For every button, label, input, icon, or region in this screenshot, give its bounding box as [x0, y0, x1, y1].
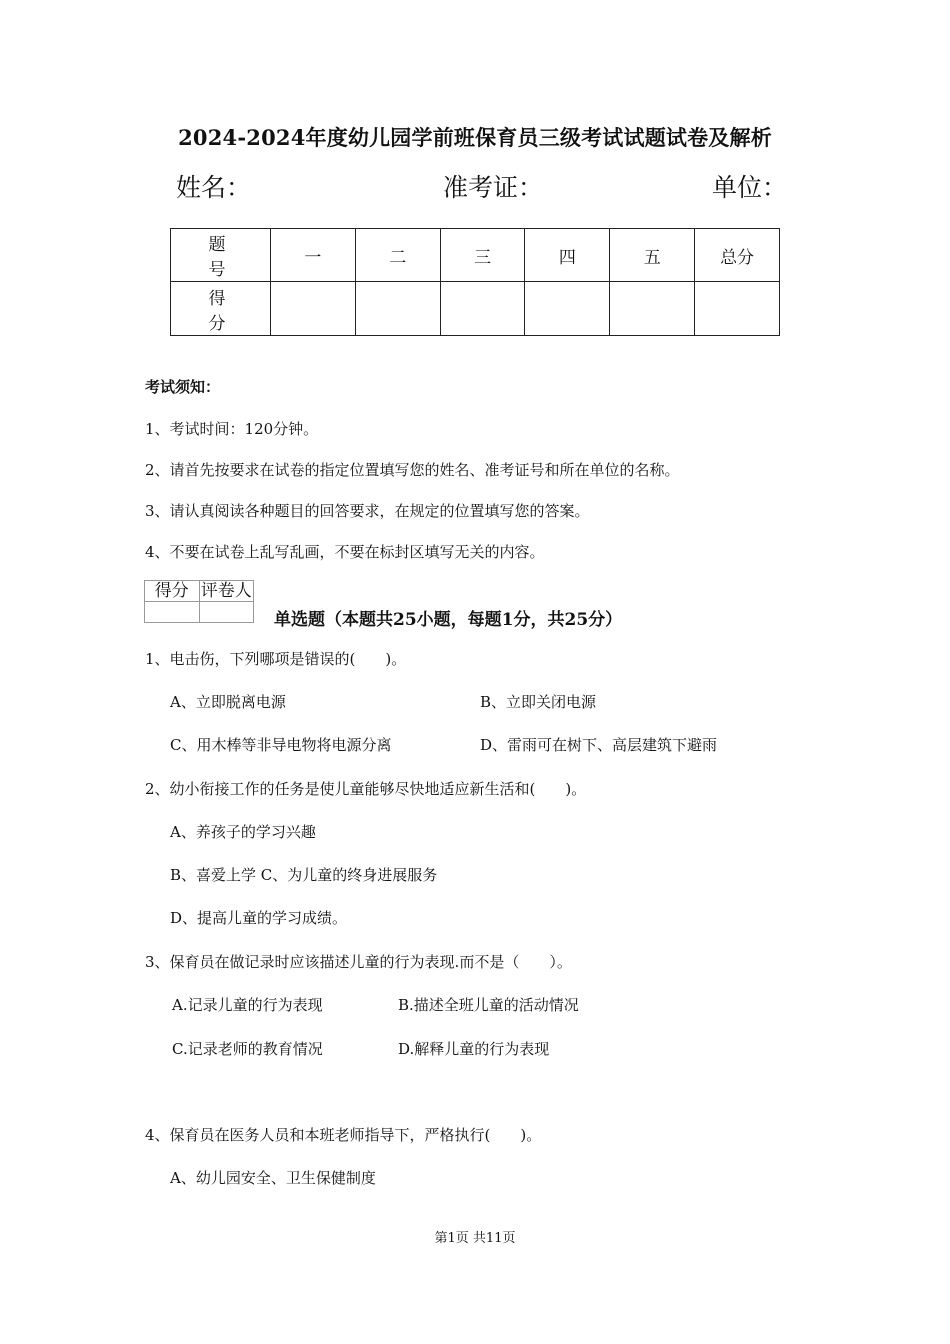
grader-score-cell [145, 602, 200, 623]
question-2-stem: 2、幼小衔接工作的任务是使儿童能够尽快地适应新生活和( )。 [145, 780, 587, 798]
grader-box [144, 580, 254, 623]
question-2-option-a: A、养孩子的学习兴趣 [170, 823, 316, 841]
question-1-option-b: B、立即关闭电源 [480, 693, 597, 711]
score-cell-total [695, 282, 780, 336]
unit-field-label: 单位： [712, 173, 788, 202]
question-2-option-b: B、喜爱上学 C、为儿童的终身进展服务 [170, 866, 438, 884]
question-1-option-d: D、雷雨可在树下、高层建筑下避雨 [480, 736, 718, 754]
score-table [170, 228, 780, 336]
section-title: 单选题（本题共25小题，每题1分，共25分） [274, 610, 623, 630]
notice-heading: 考试须知： [145, 378, 221, 396]
grader-reviewer-cell [199, 602, 254, 623]
name-field-label: 姓名： [176, 173, 252, 202]
score-cell-4 [525, 282, 610, 336]
question-1-stem: 1、电击伤，下列哪项是错误的( )。 [145, 650, 407, 668]
score-cell-2 [355, 282, 440, 336]
question-3-option-d: D.解释儿童的行为表现 [398, 1040, 550, 1058]
score-header-section-4: 四 [525, 229, 610, 282]
score-header-section-5: 五 [610, 229, 695, 282]
grader-score-label: 得分 [145, 581, 200, 602]
question-1-option-a: A、立即脱离电源 [170, 693, 286, 711]
notice-item-1: 1、考试时间：120分钟。 [145, 420, 319, 438]
score-header-question-number: 题 号 [171, 229, 271, 282]
score-table-header-row [171, 229, 780, 282]
score-header-section-2: 二 [355, 229, 440, 282]
question-4-stem: 4、保育员在医务人员和本班老师指导下，严格执行( )。 [145, 1126, 542, 1144]
score-header-total: 总分 [695, 229, 780, 282]
question-4-option-a: A、幼儿园安全、卫生保健制度 [170, 1169, 376, 1187]
notice-item-3: 3、请认真阅读各种题目的回答要求，在规定的位置填写您的答案。 [145, 502, 590, 520]
score-header-section-3: 三 [440, 229, 525, 282]
question-1-option-c: C、用木棒等非导电物将电源分离 [170, 736, 392, 754]
score-cell-1 [271, 282, 356, 336]
question-3-option-a: A.记录儿童的行为表现 [172, 996, 323, 1014]
question-3-stem: 3、保育员在做记录时应该描述儿童的行为表现.而不是（ ）。 [145, 953, 572, 971]
score-header-section-1: 一 [271, 229, 356, 282]
notice-item-2: 2、请首先按要求在试卷的指定位置填写您的姓名、准考证号和所在单位的名称。 [145, 461, 680, 479]
page-footer: 第1页 共11页 [434, 1231, 516, 1246]
exam-id-field-label: 准考证： [443, 173, 544, 202]
score-row-label: 得 分 [171, 282, 271, 336]
question-3-option-c: C.记录老师的教育情况 [172, 1040, 323, 1058]
document-title: 2024-2024年度幼儿园学前班保育员三级考试试题试卷及解析 [178, 125, 772, 150]
question-2-option-d: D、提高儿童的学习成绩。 [170, 909, 348, 927]
question-3-option-b: B.描述全班儿童的活动情况 [398, 996, 579, 1014]
notice-item-4: 4、不要在试卷上乱写乱画，不要在标封区填写无关的内容。 [145, 543, 545, 561]
grader-reviewer-label: 评卷人 [200, 581, 252, 601]
score-cell-3 [440, 282, 525, 336]
score-cell-5 [610, 282, 695, 336]
score-table-score-row [171, 282, 780, 336]
